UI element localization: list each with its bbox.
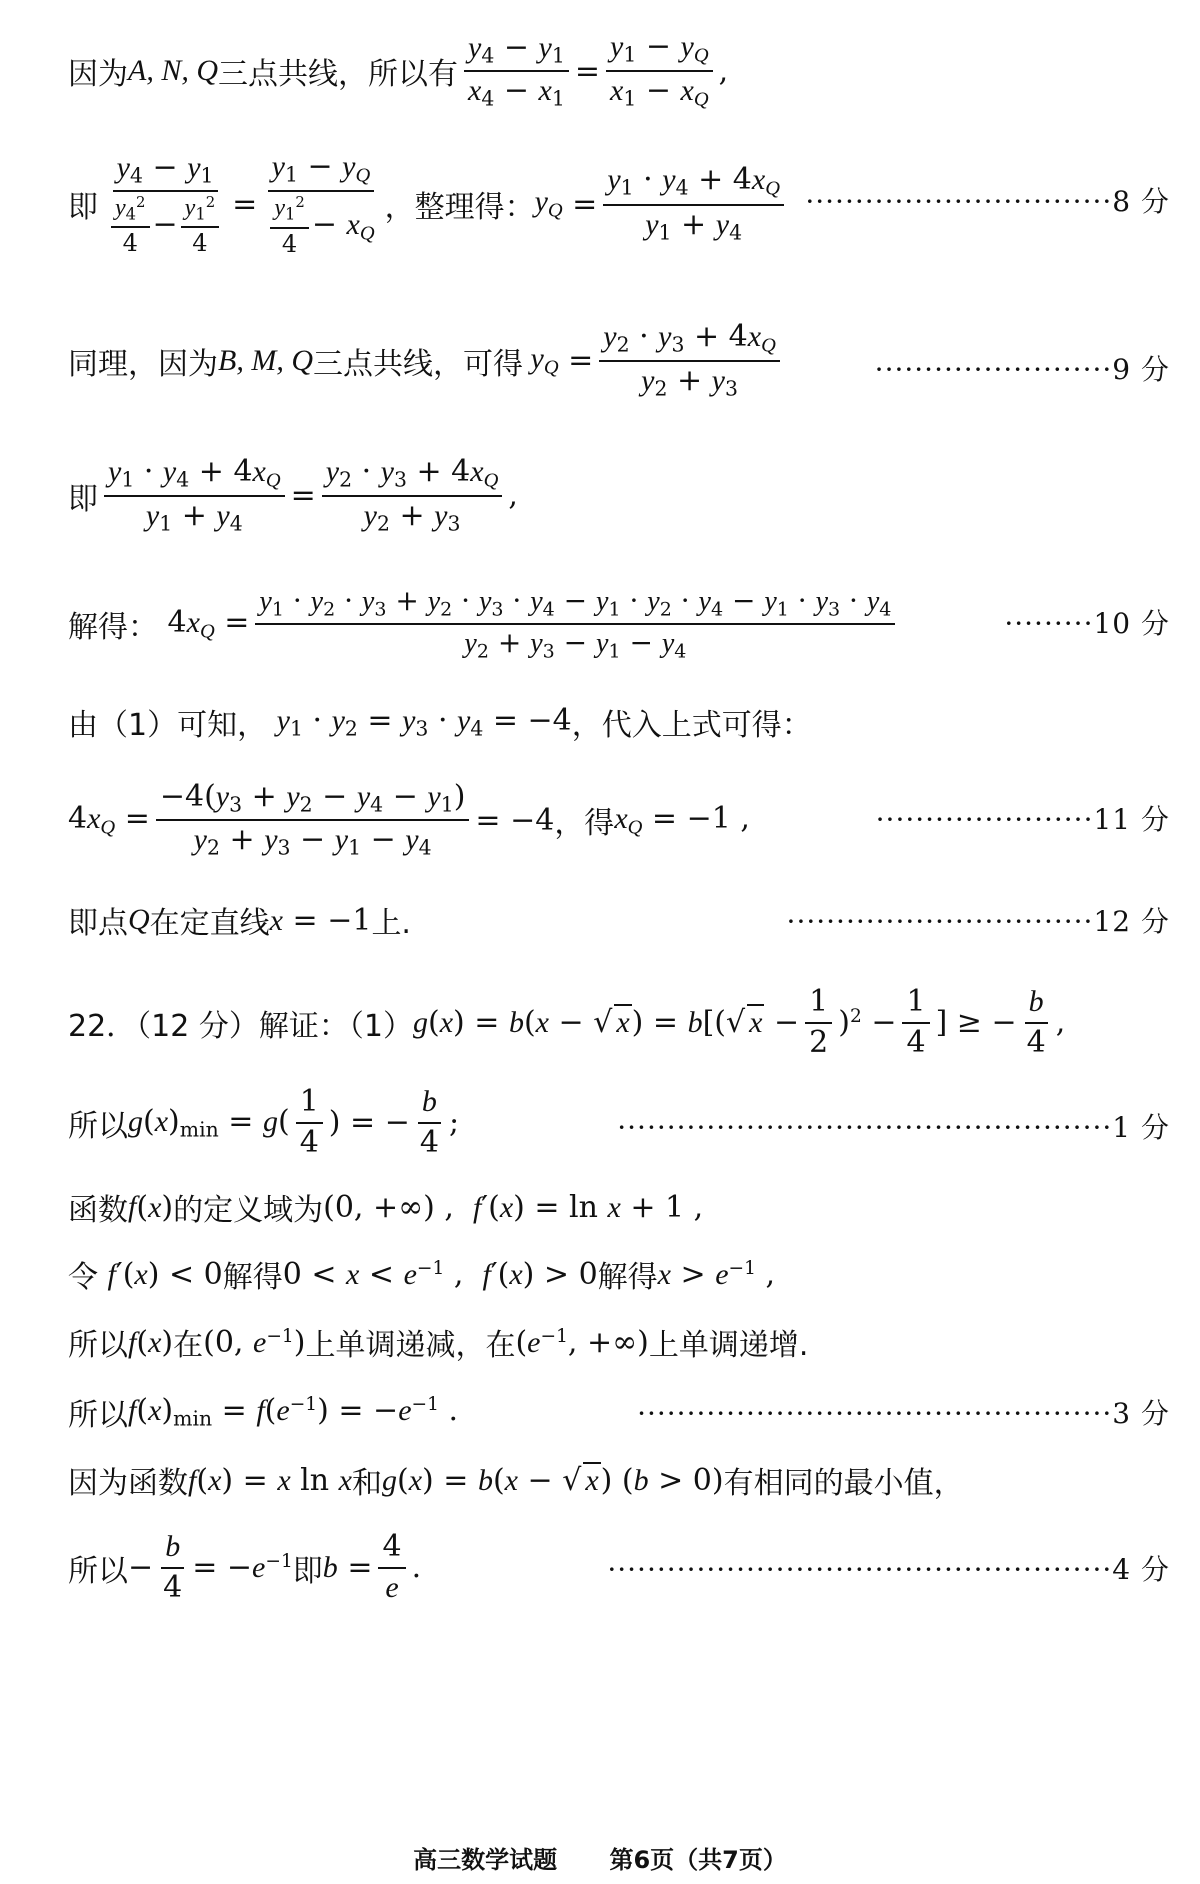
line-2: 即 $y_4 - y_1$ $\frac{y_4^2}{4}$ − $\frac{y_1^2}{4}$ = $y_1 - y_Q$ $\frac{y_1^2}{4}$ − $x_Q$ ，整理得： $y_Q$ = $\frac{y_1 \cdot y_4 + 4x_Q}{y_1 + y_4}$ xyxy=(68,150,1170,258)
line-13: 所以 f(x) 在 (0, $e^{-1}$) 上单调递减，在 ($e^{-1}$, +∞) 上单调递增. xyxy=(68,1320,1170,1364)
l8-text-b: 在定直线 xyxy=(149,906,270,941)
xq-formula: $\frac{y_1 \cdot y_2 \cdot y_3 + y_2 \cdot y_3 \cdot y_4 - y_1 \cdot y_2 \cdot y_4 - y_1 \cdot y_3 \cdot y_4}{y_2 + y_3 - y_1 - y_4}$ xyxy=(255,585,895,663)
score-8: ·······························8 分 xyxy=(805,185,1170,218)
l6-text-b: ，代入上式可得： xyxy=(571,708,812,743)
l1-prefix: 因为 xyxy=(68,57,128,93)
l16-prefix: 所以 xyxy=(68,1553,128,1589)
slope-an: $\frac{y_4 - y_1}{x_4 - x_1}$ xyxy=(464,31,569,111)
l5-prefix: 解得： xyxy=(68,610,158,646)
yq-formula-2: $\frac{y_2 \cdot y_3 + 4x_Q}{y_2 + y_3}$ xyxy=(599,320,780,401)
l1-points: A, N, Q xyxy=(128,54,218,88)
line-6: 由（1）可知， $y_1 \cdot y_2 = y_3 \cdot y_4 = -4$ ，代入上式可得： xyxy=(68,700,1170,744)
line-3: 同理，因为 B, M, Q 三点共线，可得 $y_Q$ = $\frac{y_2 \cdot y_3 + 4x_Q}{y_2 + y_3}$ xyxy=(68,320,1170,401)
l15-text-c: 有相同的最小值， xyxy=(723,1466,964,1501)
page-footer xyxy=(0,1840,1200,1875)
l12-text-b: 解得 xyxy=(597,1260,658,1295)
line-8: 即点 Q 在定直线 x = −1 上. xyxy=(68,898,1170,942)
score-3: ················································3 分 xyxy=(637,1397,1170,1430)
q22-label: 22．（12 分）解证：（1） xyxy=(68,1008,413,1044)
l11-prefix: 函数 xyxy=(68,1193,128,1228)
footer-title: 高三数学试题 xyxy=(413,1846,558,1874)
line-9: 22．（12 分）解证：（1） g(x) = b(x − √ x) = b[(√ x − $\frac{1}{2}$ )$^2$ − $\frac{1}{4}$ ] ≥ − $\frac{b}{4}$ , xyxy=(68,984,1066,1060)
l14-prefix: 所以 xyxy=(68,1398,128,1433)
l12-prefix: 令 xyxy=(68,1260,98,1295)
line-4: 即 $\frac{y_1 \cdot y_4 + 4x_Q}{y_1 + y_4}$ = $\frac{y_2 \cdot y_3 + 4x_Q}{y_2 + y_3}$ , xyxy=(68,454,518,536)
line-10: 所以 $g(x)_{min} = g$( $\frac{1}{4}$ ) = − $\frac{b}{4}$ ; xyxy=(68,1084,460,1160)
l15-text-b: 和 xyxy=(351,1466,382,1501)
l8-text-a: 即点 xyxy=(68,906,128,941)
l13-text-b: 上单调递减，在 xyxy=(305,1328,516,1363)
l4-prefix: 即 xyxy=(68,481,98,517)
l2-text: ，整理得： xyxy=(384,190,535,226)
footer-page: 第6页（共7页） xyxy=(609,1846,787,1874)
line-16: 所以 − $\frac{b}{4}$ = $-e^{-1}$ 即 b = $\frac{4}{e}$ . xyxy=(68,1529,422,1605)
l3-points: B, M, Q xyxy=(218,343,313,377)
l7-text: ，得 xyxy=(554,806,615,842)
score-11: ······················11 分 xyxy=(875,803,1170,836)
score-1: ··················································1 分 xyxy=(617,1111,1170,1144)
l3-prefix: 同理，因为 xyxy=(68,346,218,382)
l10-prefix: 所以 xyxy=(68,1108,128,1144)
l13-text-c: 上单调递增. xyxy=(648,1328,809,1363)
l11-text: 的定义域为 xyxy=(173,1193,324,1228)
line-12: 令 f′(x) < 0 解得 $0 < x < e^{-1}$ , f′(x) > 0 解得 $x > e^{-1}$ , xyxy=(68,1252,1170,1296)
slope-parabola-1: $y_4 - y_1$ $\frac{y_4^2}{4}$ − $\frac{y_1^2}{4}$ xyxy=(104,151,226,258)
score-4: ···················································4 分 xyxy=(607,1553,1170,1586)
l12-text-a: 解得 xyxy=(222,1260,283,1295)
line-14: 所以 $f(x)_{min} = f(e^{-1}) = -e^{-1}$ . xyxy=(68,1390,1170,1434)
l13-text-a: 在 xyxy=(173,1328,204,1363)
l8-text-c: 上. xyxy=(371,906,411,941)
line-5: 解得： $4x_Q$ = $\frac{y_1 \cdot y_2 \cdot y_3 + y_2 \cdot y_3 \cdot y_4 - y_1 \cdot y_2 \cdot y_4 - y_1 \cdot y_3 \cdot y_4}{y_2 + y_3 - y_1 - y_4}$ xyxy=(68,585,1170,663)
l13-prefix: 所以 xyxy=(68,1328,128,1363)
yq-formula-1: $\frac{y_1 \cdot y_4 + 4x_Q}{y_1 + y_4}$ xyxy=(603,163,784,244)
l6-text-a: 由（1）可知， xyxy=(68,708,268,743)
score-12: ·······························12 分 xyxy=(786,905,1170,938)
line-15: 因为函数 f(x) = x ln x 和 g(x) = b(x − √ x) (b > 0) 有相同的最小值， xyxy=(68,1458,1170,1502)
l2-prefix: 即 xyxy=(68,190,98,226)
l16-text: 即 xyxy=(292,1553,323,1589)
line-1: 因为 A, N, Q 三点共线，所以有 $\frac{y_4 - y_1}{x_4 - x_1}$ = $\frac{y_1 - y_Q}{x_1 - x_Q}$ , xyxy=(68,29,729,111)
line-7: $4x_Q$ = $\frac{-4(y_3 + y_2 - y_4 - y_1)}{y_2 + y_3 - y_1 - y_4}$ = −4 ，得 $x_Q = -1$ , xyxy=(68,779,750,860)
slope-parabola-2: $y_1 - y_Q$ $\frac{y_1^2}{4}$ − $x_Q$ xyxy=(263,150,378,258)
slope-aq: $\frac{y_1 - y_Q}{x_1 - x_Q}$ xyxy=(606,30,713,112)
score-10: ·········10 分 xyxy=(1004,607,1170,640)
line-11: 函数 f (x) 的定义域为 (0, +∞) , f′(x) = ln x + 1 , xyxy=(68,1185,1170,1229)
score-9: ························9 分 xyxy=(874,353,1170,386)
l1-text: 三点共线，所以有 xyxy=(218,57,458,93)
l15-text-a: 因为函数 xyxy=(68,1466,188,1501)
l3-text: 三点共线，可得 xyxy=(312,346,523,382)
